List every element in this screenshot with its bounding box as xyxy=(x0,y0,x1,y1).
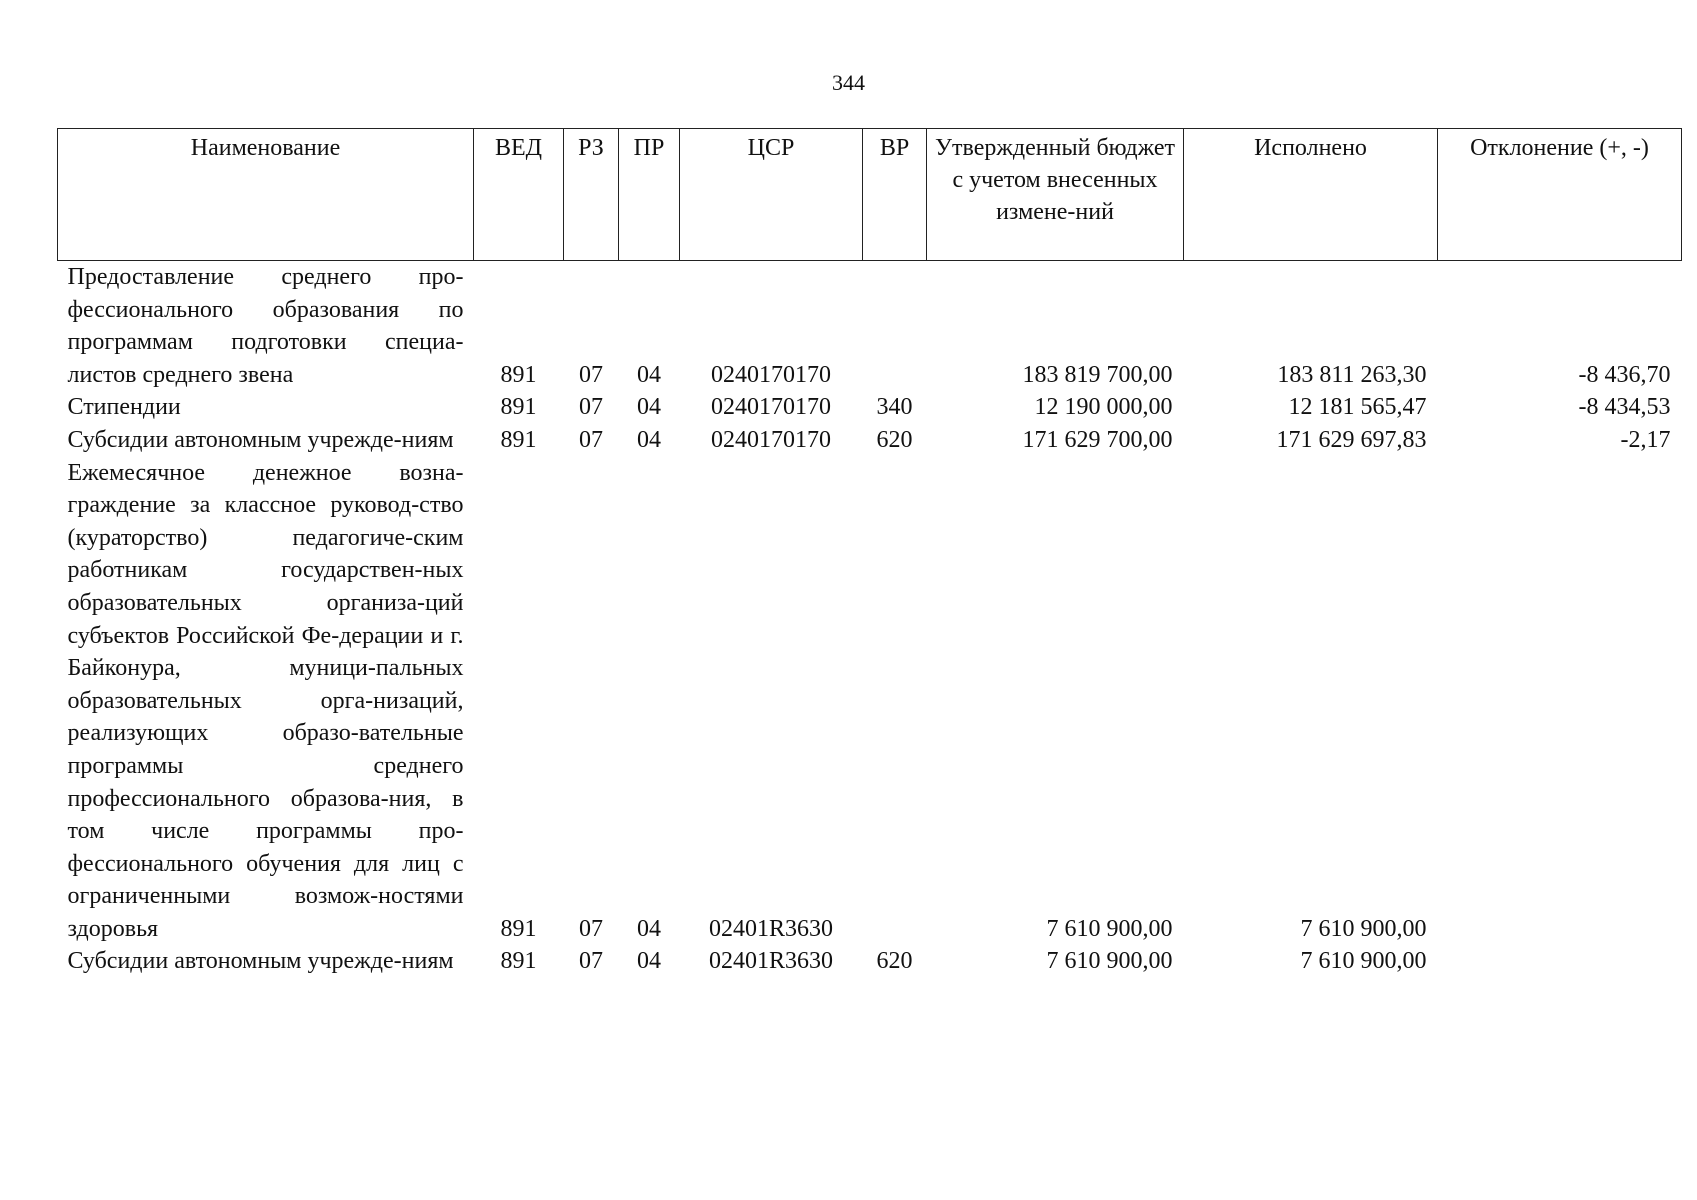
row-ved: 891 xyxy=(500,915,537,942)
row-ved: 891 xyxy=(500,361,537,388)
row-pr: 04 xyxy=(637,948,661,975)
header-rz: РЗ xyxy=(564,129,619,261)
header-pr: ПР xyxy=(619,129,680,261)
row-name: Стипендии xyxy=(67,394,181,421)
row-executed: 7 610 900,00 xyxy=(1300,948,1427,975)
row-csr: 0240170170 xyxy=(711,361,831,388)
row-csr: 0240170170 xyxy=(711,394,831,421)
row-vr xyxy=(863,261,927,392)
row-pr: 04 xyxy=(637,915,661,942)
row-rz: 07 xyxy=(579,361,603,388)
table-row xyxy=(58,391,1682,424)
row-approved: 183 819 700,00 xyxy=(1022,361,1173,388)
row-rz: 07 xyxy=(579,394,603,421)
header-name: Наименование xyxy=(58,129,474,261)
row-csr: 02401R3630 xyxy=(708,915,833,942)
row-executed: 183 811 263,30 xyxy=(1277,361,1427,388)
header-deviation: Отклонение (+, -) xyxy=(1438,129,1682,261)
row-csr: 02401R3630 xyxy=(708,948,833,975)
row-approved: 7 610 900,00 xyxy=(1046,915,1173,942)
row-vr: 620 xyxy=(876,426,913,453)
page-number: 344 xyxy=(832,70,865,95)
budget-table xyxy=(57,128,1682,978)
table-row xyxy=(58,457,1682,946)
row-executed: 171 629 697,83 xyxy=(1276,426,1427,453)
row-vr: 620 xyxy=(876,948,913,975)
row-vr xyxy=(863,457,927,946)
row-executed: 7 610 900,00 xyxy=(1300,915,1427,942)
row-csr: 0240170170 xyxy=(711,426,831,453)
row-deviation: -8 436,70 xyxy=(1578,361,1671,388)
header-vr: ВР xyxy=(863,129,927,261)
row-ved: 891 xyxy=(500,426,537,453)
row-rz: 07 xyxy=(579,426,603,453)
table-row xyxy=(58,261,1682,392)
row-pr: 04 xyxy=(637,394,661,421)
row-ved: 891 xyxy=(500,394,537,421)
row-ved: 891 xyxy=(500,948,537,975)
row-deviation xyxy=(1438,945,1682,978)
row-executed: 12 181 565,47 xyxy=(1288,394,1427,421)
table-row xyxy=(58,424,1682,457)
header-csr: ЦСР xyxy=(680,129,863,261)
row-deviation xyxy=(1438,457,1682,946)
row-pr: 04 xyxy=(637,426,661,453)
row-approved: 171 629 700,00 xyxy=(1022,426,1173,453)
row-vr: 340 xyxy=(876,394,913,421)
row-rz: 07 xyxy=(579,948,603,975)
header-approved-budget: Утвержденный бюджет с учетом внесенных измене-ний xyxy=(927,129,1184,261)
row-name: Предоставление среднего про-фессионального образования по программам подготовки специа-листов среднего звена xyxy=(67,264,464,388)
row-name: Субсидии автономным учрежде-ниям xyxy=(67,948,454,975)
header-executed: Исполнено xyxy=(1184,129,1438,261)
row-approved: 7 610 900,00 xyxy=(1046,948,1173,975)
row-pr: 04 xyxy=(637,361,661,388)
row-approved: 12 190 000,00 xyxy=(1034,394,1173,421)
row-rz: 07 xyxy=(579,915,603,942)
header-ved: ВЕД xyxy=(474,129,564,261)
table-header xyxy=(58,129,1682,261)
row-deviation: -2,17 xyxy=(1620,426,1671,453)
table-row xyxy=(58,945,1682,978)
header-row xyxy=(58,129,1682,261)
row-deviation: -8 434,53 xyxy=(1578,394,1671,421)
row-name: Субсидии автономным учрежде-ниям xyxy=(67,426,454,453)
table-body xyxy=(58,261,1682,979)
row-name: Ежемесячное денежное возна-граждение за классное руковод-ство (кураторство) педагогиче-ским работникам государствен-ных образовательных организа-ций субъектов Российской Фе-дерации и г. Байконура, муници-пальных образовательных орга-низаций, реализующих образо-вательные программы среднего профессионального образова-ния, в том числе программы про-фессионального обучения для лиц с ограниченными возмож-ностями здоровья xyxy=(67,459,464,942)
